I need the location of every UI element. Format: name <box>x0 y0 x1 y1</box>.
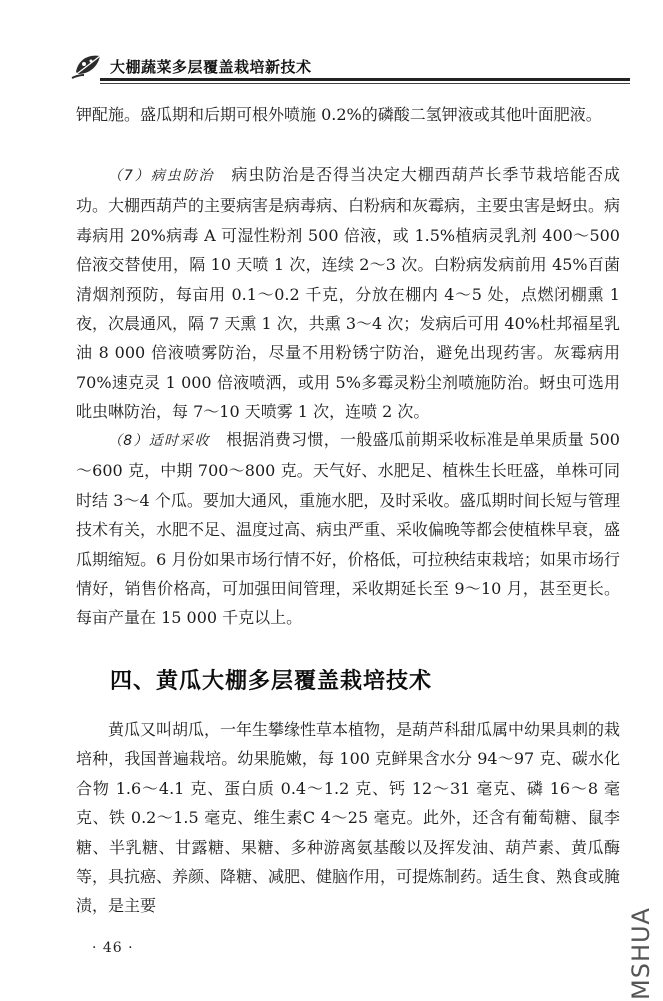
continuation-text: 钾配施。盛瓜期和后期可根外喷施 0.2%的磷酸二氢钾液或其他叶面肥液。 <box>76 105 602 124</box>
section-heading: 四、黄瓜大棚多层覆盖栽培技术 <box>110 669 433 694</box>
paragraph-harvest <box>76 425 620 633</box>
paragraph-text: 根据消费习惯，一般盛瓜前期采收标准是单果质量 500～600 克，中期 700～800 克。天气好、水肥足、植株生长旺盛，单株可同时结 3～4 个瓜。要加大通风，重施水肥，及时采收。盛瓜期时间长短与管理技术有关，水肥不足、温度过高、病虫严重、采收偏晚等都会使植株早衰，盛瓜期缩短。6 月份如果市场行情不好，价格低，可拉秧结束栽培；如果市场行情好，销售价格高，可加强田间管理，采收期延长至 9～10 月，甚至更长。每亩产量在 15 000 千克以上。 <box>76 430 621 628</box>
leaf-emblem-icon <box>70 50 106 80</box>
header-rule <box>100 78 630 81</box>
subsection-label: （8）适时采收 <box>108 433 210 449</box>
running-header <box>70 46 630 86</box>
paragraph-pest-control <box>76 160 620 427</box>
paragraph-text: 病虫防治是否得当决定大棚西葫芦长季节栽培能否成功。大棚西葫芦的主要病害是病毒病、白粉病和灰霉病，主要虫害是蚜虫。病毒病用 20%病毒 A 可湿性粉剂 500 倍液，或 1.5%植病灵乳剂 400～500 倍液交替使用，隔 10 天喷 1 次，连续 2～3 次。白粉病发病前用 45%百菌清烟剂预防，每亩用 0.1～0.2 千克，分放在棚内 4～5 处，点燃闭棚熏 1 夜，次晨通风，隔 7 天熏 1 次，共熏 3～4 次；发病后可用 40%杜邦福星乳油 8 000 倍液喷雾防治，尽量不用粉锈宁防治，避免出现药害。灰霉病用 70%速克灵 1 000 倍液喷洒，或用 5%多霉灵粉尘剂喷施防治。蚜虫可选用吡虫啉防治，每 7～10 天喷雾 1 次，连喷 2 次。 <box>76 165 621 422</box>
paragraph-cucumber-intro <box>76 715 620 921</box>
watermark: MSHUA <box>627 907 655 1000</box>
paragraph-text: 黄瓜又叫胡瓜，一年生攀缘性草本植物，是葫芦科甜瓜属中幼果具刺的栽培种，我国普遍栽培。幼果脆嫩，每 100 克鲜果含水分 94～97 克、碳水化合物 1.6～4.1 克、蛋白质 0.4～1.2 克、钙 12～31 毫克、磷 16～8 毫克、铁 0.2～1.5 毫克、维生素C 4～25 毫克。此外，还含有葡萄糖、鼠李糖、半乳糖、甘露糖、果糖、多种游离氨基酸以及挥发油、葫芦素、黄瓜酶等，具抗癌、养颜、降糖、减肥、健脑作用，可提炼制药。适生食、熟食或腌渍，是主要 <box>76 720 621 916</box>
header-rule-thin <box>100 83 630 84</box>
subsection-label: （7）病虫防治 <box>108 168 215 184</box>
book-title: 大棚蔬菜多层覆盖栽培新技术 <box>110 58 312 76</box>
continuation-paragraph <box>76 100 620 129</box>
page-number: · 46 · <box>92 940 134 956</box>
